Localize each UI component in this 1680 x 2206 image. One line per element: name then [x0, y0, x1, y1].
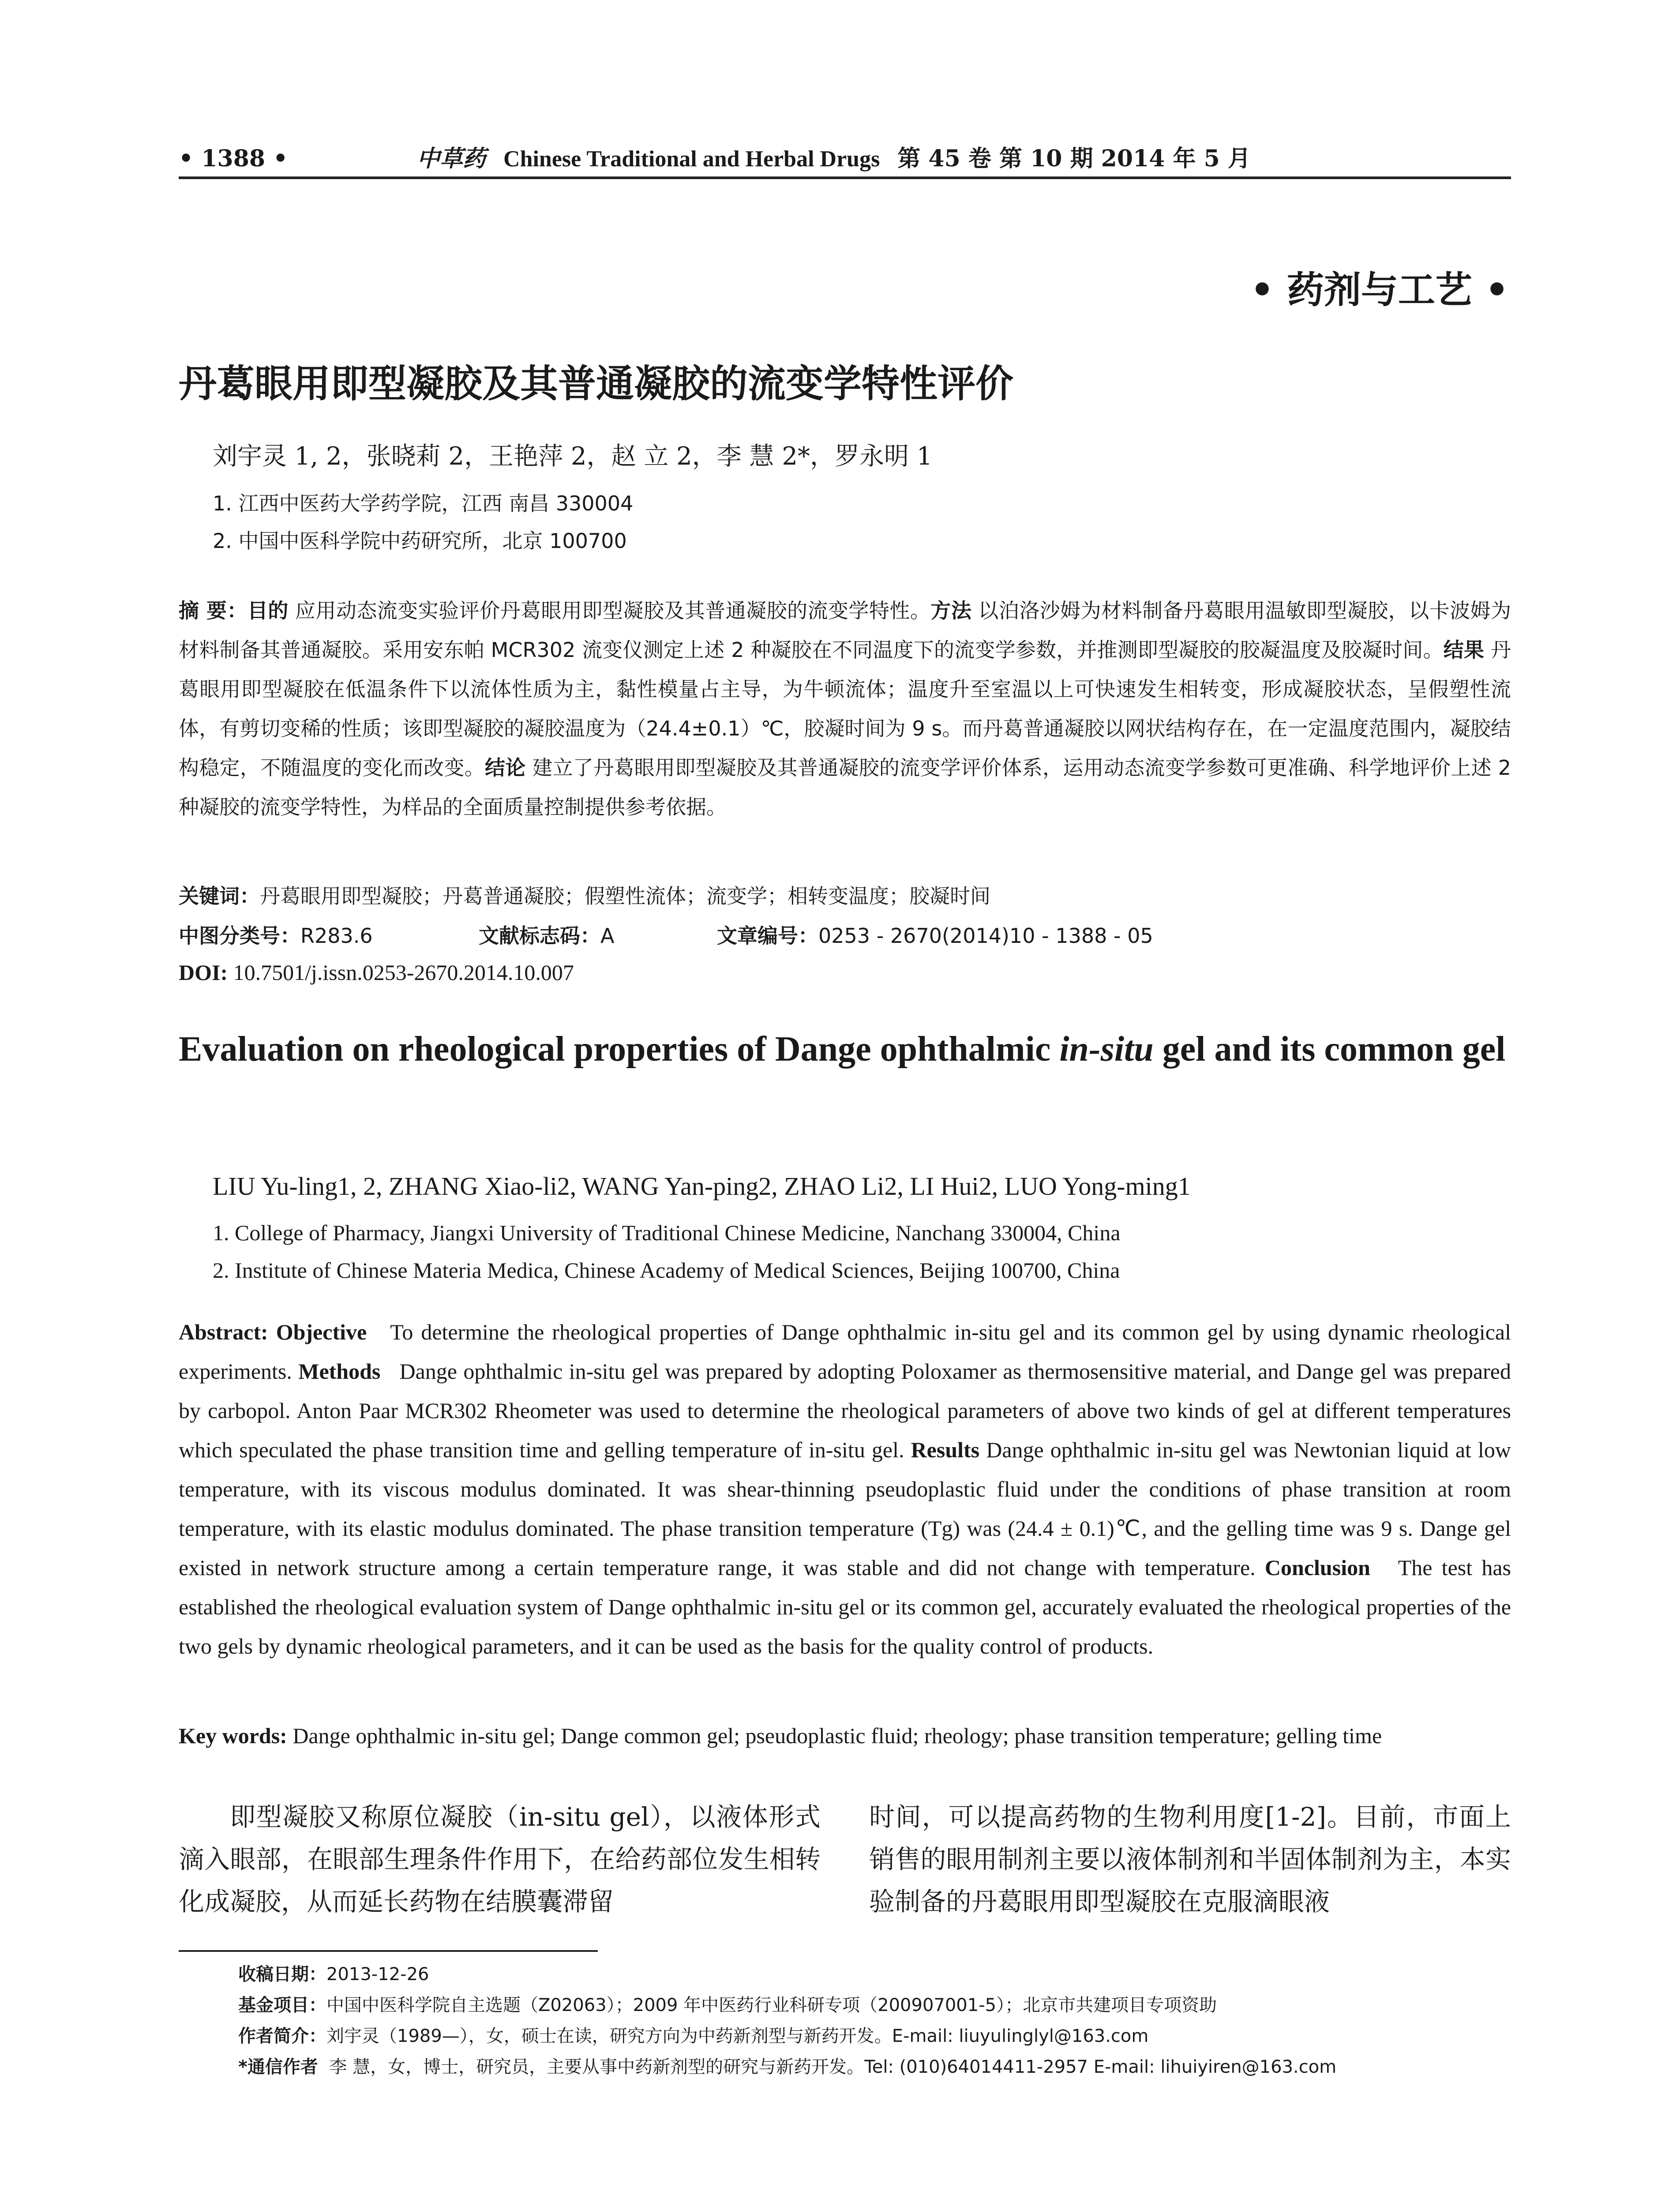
results-en: Dange ophthalmic in-situ gel was Newtonian liquid at low temperature, with its viscous modulus dominated. It was shear-thinning pseudoplastic fluid under the conditions of phase transition at room temperature, with its elastic modulus dominated. The phase transition temperature (Tg) was (24.4 ± 0.1)℃, and the gelling time was 9 s. Dange gel existed in network structure among a certain temperature range, it was stable and did not change with temperature.: [179, 1437, 1511, 1580]
author-bio: 刘宇灵（1989—），女，硕士在读，研究方向为中药新剂型与新药开发。E-mail: liuyulinglyl@163.com: [326, 2026, 1149, 2046]
article-no-label: 文章编号：: [717, 924, 818, 948]
methods-zh: 以泊洛沙姆为材料制备丹葛眼用温敏即型凝胶，以卡波姆为材料制备其普通凝胶。采用安东帕 MCR302 流变仪测定上述 2 种凝胶在不同温度下的流变学参数，并推测即型凝胶的胶凝温度及胶凝时间。: [179, 599, 1511, 662]
keywords-zh: 丹葛眼用即型凝胶；丹葛普通凝胶；假塑性流体；流变学；相转变温度；胶凝时间: [260, 884, 990, 908]
classification-line: [179, 920, 1511, 946]
affiliation-en-2: 2. Institute of Chinese Materia Medica, Chinese Academy of Medical Sciences, Beijing 100700, China: [213, 1258, 1120, 1283]
affiliation-zh-2: 2. 中国中医科学院中药研究所，北京 100700: [213, 529, 627, 553]
results-zh-label: 结果: [1443, 638, 1485, 662]
corresponding-label: *通信作者: [238, 2057, 318, 2077]
doi-value: 10.7501/j.issn.0253-2670.2014.10.007: [233, 960, 574, 985]
title-en-italic: in-situ: [1059, 1030, 1154, 1069]
author-bio-label: 作者简介：: [238, 2026, 326, 2046]
section-heading: • 药剂与工艺 •: [1250, 268, 1509, 311]
article-no-value: 0253 - 2670(2014)10 - 1388 - 05: [818, 924, 1153, 948]
title-en-part1: Evaluation on rheological properties of Dange ophthalmic: [179, 1030, 1060, 1069]
keywords-en: Dange ophthalmic in-situ gel; Dange common gel; pseudoplastic fluid; rheology; phase transition temperature; gelling time: [292, 1723, 1382, 1748]
doi-line: [179, 960, 574, 985]
article-title-en: [179, 1024, 1511, 1075]
corresponding-author: 李 慧，女，博士，研究员，主要从事中药新剂型的研究与新药开发。Tel: (010)64014411-2957 E-mail: lihuiyiren@163.com: [329, 2057, 1337, 2077]
journal-name-zh: 中草药: [417, 146, 486, 172]
article-title-zh: 丹葛眼用即型凝胶及其普通凝胶的流变学特性评价: [179, 362, 1013, 406]
affiliation-en-1: 1. College of Pharmacy, Jiangxi University of Traditional Chinese Medicine, Nanchang 330004, China: [213, 1220, 1121, 1245]
fund-label: 基金项目：: [238, 1995, 326, 2015]
abstract-en-label: Abstract: Objective: [179, 1320, 367, 1344]
footnotes: [238, 1959, 1518, 2082]
abstract-en: [179, 1313, 1511, 1666]
page-number: • 1388 •: [179, 145, 288, 172]
results-zh: 丹葛眼用即型凝胶在低温条件下以流体性质为主，黏性模量占主导，为牛顿流体；温度升至室温以上可快速发生相转变，形成凝胶状态，呈假塑性流体，有剪切变稀的性质；该即型凝胶的凝胶温度为（24.4±0.1）℃，胶凝时间为 9 s。而丹葛普通凝胶以网状结构存在，在一定温度范围内，凝胶结构稳定，不随温度的变化而改变。: [179, 638, 1511, 780]
received-label: 收稿日期：: [238, 1964, 326, 1985]
header-rule: [179, 176, 1511, 179]
methods-zh-label: 方法: [930, 599, 972, 623]
doc-code-label: 文献标志码：: [479, 924, 600, 948]
keywords-en-line: [179, 1716, 1511, 1756]
body-text-right: 时间，可以提高药物的生物利用度[1-2]。目前，市面上销售的眼用制剂主要以液体制剂和半固体制剂为主，本实验制备的丹葛眼用即型凝胶在克服滴眼液: [869, 1802, 1511, 1917]
objective-zh-label: 目的: [247, 599, 289, 623]
conclusion-zh-label: 结论: [484, 756, 526, 780]
affiliation-zh-1: 1. 江西中医药大学药学院，江西 南昌 330004: [213, 491, 634, 515]
keywords-zh-line: [179, 880, 990, 909]
footnote-rule: [179, 1950, 598, 1952]
received-date: 2013-12-26: [326, 1964, 429, 1985]
results-en-label: Results: [911, 1437, 980, 1462]
journal-citation: [417, 141, 1251, 177]
abstract-zh-label: 摘 要：: [179, 599, 248, 623]
keywords-zh-label: 关键词：: [179, 884, 260, 908]
fund-text: 中国中医科学院自主选题（Z02063）；2009 年中医药行业科研专项（200907001-5）；北京市共建项目专项资助: [326, 1995, 1217, 2015]
body-column-left: [179, 1796, 821, 1923]
title-en-part2: gel and its common gel: [1153, 1030, 1506, 1069]
clc-value: R283.6: [300, 924, 373, 948]
clc-label: 中图分类号：: [179, 924, 300, 948]
body-text-left: 即型凝胶又称原位凝胶（in-situ gel），以液体形式滴入眼部，在眼部生理条件作用下，在给药部位发生相转化成凝胶，从而延长药物在结膜囊滞留: [179, 1802, 821, 1917]
objective-zh: 应用动态流变实验评价丹葛眼用即型凝胶及其普通凝胶的流变学特性。: [295, 599, 931, 623]
journal-name-en: Chinese Traditional and Herbal Drugs: [503, 146, 880, 172]
keywords-en-label: Key words:: [179, 1723, 287, 1748]
objective-en: To determine the rheological properties of Dange ophthalmic in-situ gel and its common gel by using dynamic rheological experiments.: [179, 1320, 1511, 1384]
doi-label: DOI:: [179, 960, 228, 985]
conclusion-en: The test has established the rheological evaluation system of Dange ophthalmic in-situ gel or its common gel, accurately evaluated the rheological properties of the two gels by dynamic rheological parameters, and it can be used as the basis for the quality control of products.: [179, 1555, 1511, 1658]
authors-en: LIU Yu-ling1, 2, ZHANG Xiao-li2, WANG Yan-ping2, ZHAO Li2, LI Hui2, LUO Yong-ming1: [213, 1172, 1191, 1201]
abstract-zh: [179, 591, 1511, 827]
methods-en-label: Methods: [298, 1359, 381, 1384]
doc-code-value: A: [600, 924, 615, 948]
methods-en: Dange ophthalmic in-situ gel was prepared by adopting Poloxamer as thermosensitive material, and Dange gel was prepared by carbopol. Anton Paar MCR302 Rheometer was used to determine the rheological parameters of above two kinds of gel at different temperatures which speculated the phase transition time and gelling temperature of in-situ gel.: [179, 1359, 1511, 1462]
authors-zh: 刘宇灵 1, 2，张晓莉 2，王艳萍 2，赵 立 2，李 慧 2*，罗永明 1: [213, 442, 933, 471]
volume-info: 第 45 卷 第 10 期 2014 年 5 月: [897, 145, 1251, 172]
conclusion-zh: 建立了丹葛眼用即型凝胶及其普通凝胶的流变学评价体系，运用动态流变学参数可更准确、科学地评价上述 2 种凝胶的流变学特性，为样品的全面质量控制提供参考依据。: [179, 756, 1511, 819]
running-head: [179, 141, 1511, 176]
conclusion-en-label: Conclusion: [1264, 1555, 1370, 1580]
body-column-right: [869, 1796, 1511, 1923]
